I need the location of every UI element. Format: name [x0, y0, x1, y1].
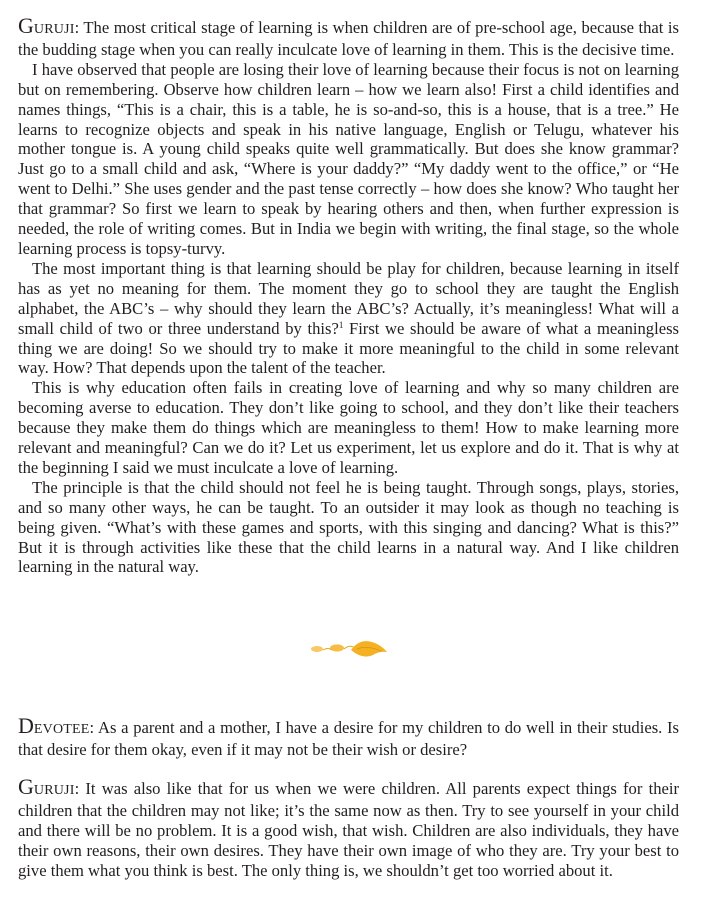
speaker-label-devotee: DEVOTEE: — [18, 713, 95, 738]
guruji-answer-section — [18, 13, 679, 577]
paragraph-3: The most important thing is that learning should be play for children, because learning in itself has as yet no meaning for them. The moment they go to school they are taught the English alphabet, the ABC’s – why should they learn the ABC’s? Actually, it’s meaningless! What will a small child of two or three understand by this?$^1$ First we should be aware of what a meaningless thing we are doing! So we should try to make it more meaningful to the child in some relevant way. How? That depends upon the talent of the teacher. — [18, 258, 679, 378]
guruji-second-text: It was also like that for us when we were children. All parents expect things for their children that the children may not like; it’s the same now as then. Try to see yourself in your child and there will be no problem. It is a good wish, that wish. Children are also individuals, they have their own reasons, their own desires. They have their own image of who they are. Try your best to give them what you think is best. The only thing is, we shouldn’t get too worried about it. — [18, 779, 679, 880]
speaker-label-guruji: GURUJI: — [18, 13, 80, 38]
paragraph-5: The principle is that the child should not feel he is being taught. Through songs, plays, stories, and so many other ways, he can be taught. To an outsider it may look as though no teaching is being given. “What’s with these games and sports, with this singing and dancing? What is this?” But it is through activities like these that the child learns in a natural way. And I like children learning in the natural way. — [18, 477, 679, 577]
devotee-text: As a parent and a mother, I have a desire for my children to do well in their studies. Is that desire for them okay, even if it may not be their wish or desire? — [18, 718, 680, 759]
devotee-paragraph — [18, 713, 680, 760]
speaker-label-guruji-2: GURUJI: — [18, 774, 80, 799]
paragraph-4: This is why education often fails in creating love of learning and why so many children are becoming averse to education. They don’t like going to school, and they don’t like their teachers because they make them do things which are meaningless to them! How to make learning more relevant and meaningful? Can we do it? Let us experiment, let us explore and do it. That is why at the beginning I said we must inculcate a love of learning. — [18, 378, 679, 477]
leaf-flourish-icon — [307, 636, 391, 662]
guruji-second-paragraph — [18, 774, 679, 881]
paragraph-1-text: The most critical stage of learning is when children are of pre-school age, because that is the budding stage when you can really inculcate love of learning in them. This is the decisive time. — [18, 18, 679, 59]
guruji-second-answer — [18, 774, 679, 881]
footnote-marker[interactable]: 1 — [338, 319, 344, 330]
paragraph-2: I have observed that people are losing their love of learning because their focus is not on learning but on remembering. Observe how children learn – how we learn also! First a child identifies and names things, “This is a chair, this is a table, he is so-and-so, this is a house, that is a tree.” He learns to recognize objects and speak in his native language, English or Telugu, whatever his mother tongue is. A young child speaks quite well grammatically. But does she know grammar? Just go to a small child and ask, “Where is your daddy?” “My daddy went to the office,” or “He went to Delhi.” She uses gender and the past tense correctly – how does she know? Who taught her that grammar? So first we learn to speak by hearing others and then, when further expression is needed, the role of writing comes. But in India we begin with writing, the final stage, so the whole learning process is topsy-turvy. — [18, 59, 679, 258]
devotee-question — [18, 713, 680, 760]
paragraph-1 — [18, 13, 679, 60]
